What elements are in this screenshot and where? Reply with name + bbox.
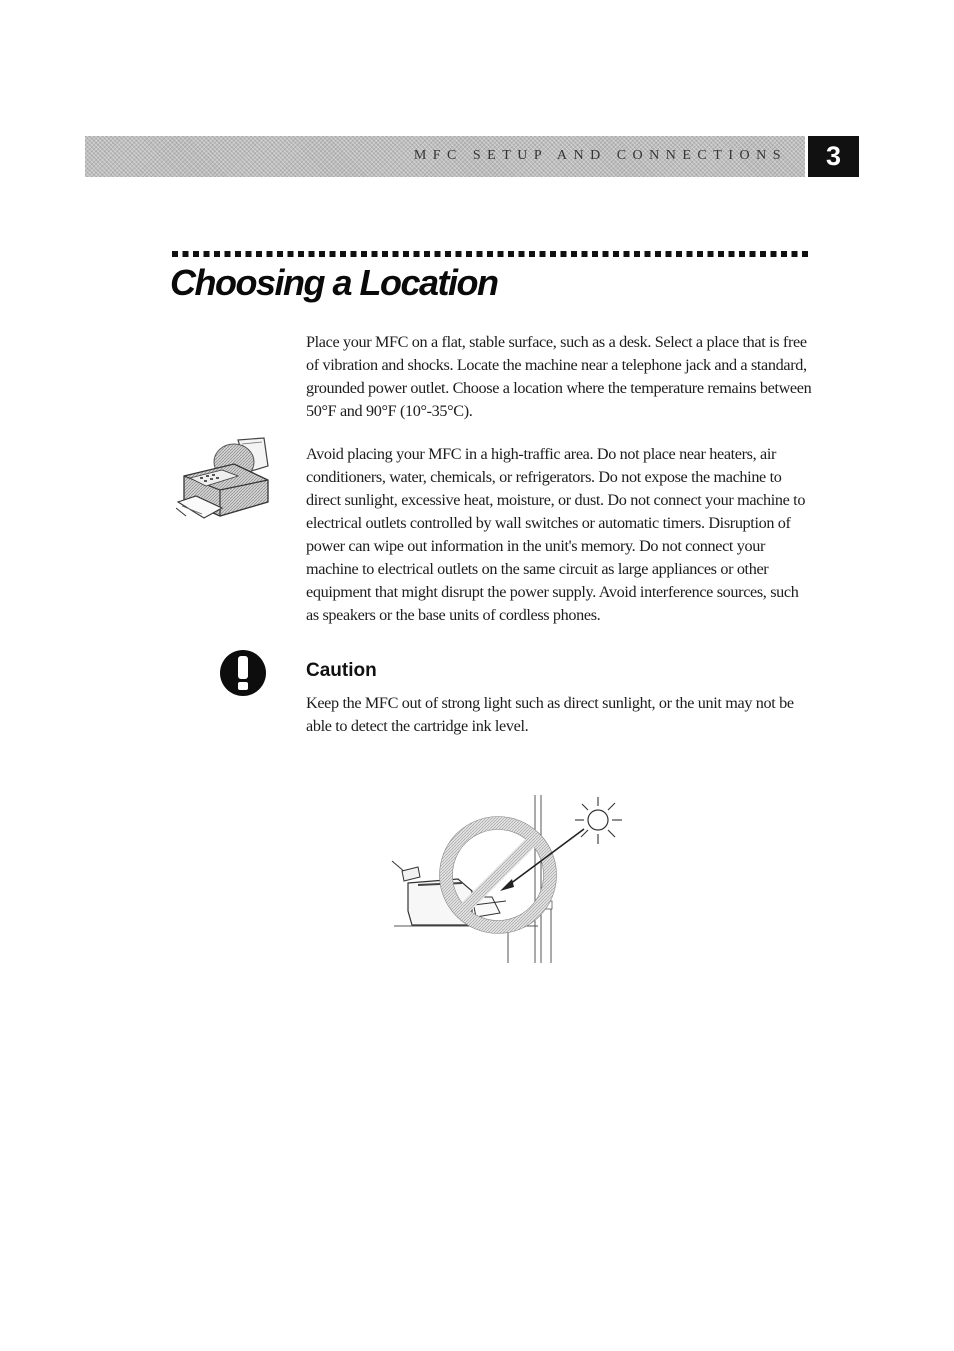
body-paragraph-1: Place your MFC on a flat, stable surface, such as a desk. Select a place that is free of vibration and shocks. Locate the machine near a telephone jack and a standard, grounded power outlet. Choose a location where the temperature remains between 50°F and 90°F (10°-35°C). [306, 333, 812, 420]
section-title: Choosing a Location [170, 262, 498, 303]
caution-text: Keep the MFC out of strong light such as direct sunlight, or the unit may not be able to detect the cartridge ink level. [306, 694, 794, 735]
no-direct-sunlight-illustration [388, 793, 628, 968]
exclamation-caution-icon [219, 649, 267, 697]
chapter-number-badge: 3 [808, 136, 859, 177]
header-title: MFC SETUP AND CONNECTIONS [413, 148, 787, 163]
fax-machine-icon [176, 436, 274, 522]
body-paragraph-2: Avoid placing your MFC in a high-traffic area. Do not place near heaters, air conditioners, water, chemicals, or refrigerators. Do not expose the machine to direct sunlight, excessive heat, moisture, or dust. Do not connect your machine to electrical outlets controlled by wall switches or automatic timers. Disruption of power can wipe out information in the unit's memory. Do not connect your machine to electrical outlets on the same circuit as large appliances or other equipment that might disrupt the power supply. Avoid interference sources, such as speakers or the base units of cordless phones. [306, 445, 806, 624]
header-bar [85, 136, 805, 177]
dotted-rule-divider [172, 251, 812, 257]
caution-heading: Caution [306, 660, 377, 681]
